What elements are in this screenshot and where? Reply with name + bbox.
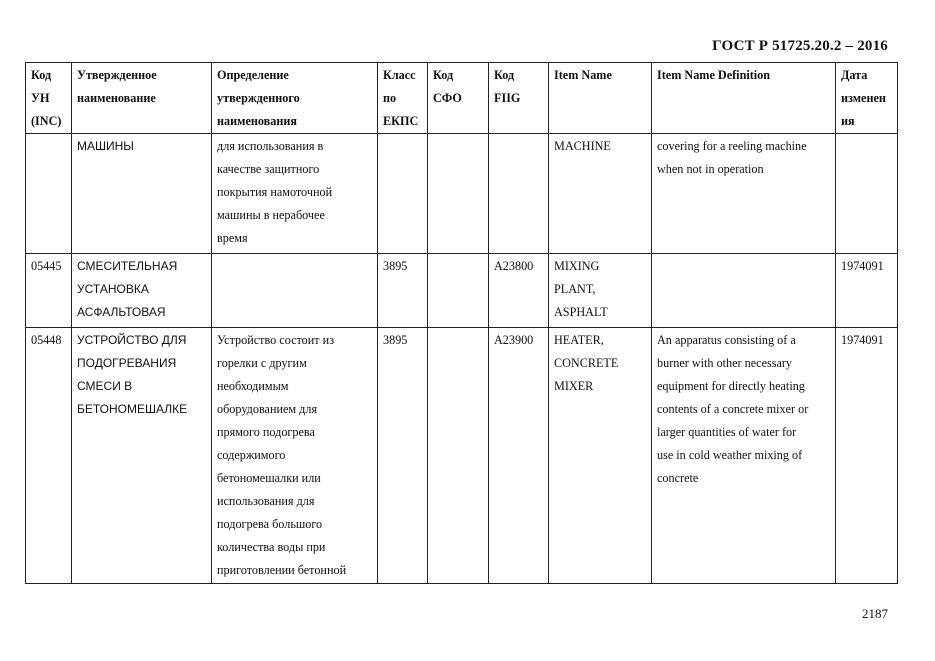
cell-line: MIXER: [554, 379, 594, 393]
item-name-cell: [549, 134, 652, 254]
column-header-line: наименование: [77, 91, 156, 105]
fiig-code-cell: [489, 134, 549, 254]
cell-line: использования для: [217, 494, 315, 508]
table-header-row: [26, 63, 898, 134]
cell-line: when not in operation: [657, 162, 764, 176]
cell-value: 1974091: [841, 259, 884, 273]
column-header: [489, 63, 549, 134]
cell-line: СМЕСИ В: [77, 379, 133, 393]
cell-line: covering for a reeling machine: [657, 139, 807, 153]
cell-line: АСФАЛЬТОВАЯ: [77, 305, 166, 319]
column-header: [72, 63, 212, 134]
cell-value: A23800: [494, 259, 534, 273]
approved-name-cell: [72, 134, 212, 254]
cell-line: СМЕСИТЕЛЬНАЯ: [77, 259, 178, 273]
column-header-line: ЕКПС: [383, 114, 419, 128]
column-header-line: по: [383, 91, 397, 105]
cell-line: приготовлении бетонной: [217, 563, 347, 577]
table-body: [26, 134, 898, 584]
column-header: [428, 63, 489, 134]
column-header-line: СФО: [433, 91, 462, 105]
column-header-line: Код: [433, 68, 454, 82]
definition-cell: [212, 328, 378, 584]
cell-line: HEATER,: [554, 333, 604, 347]
column-header-line: Item Name: [554, 68, 612, 82]
cell-line: MIXING: [554, 259, 600, 273]
column-header-line: FIIG: [494, 91, 521, 105]
cell-line: бетономешалки или: [217, 471, 321, 485]
column-header: [378, 63, 428, 134]
cell-line: БЕТОНОМЕШАЛКЕ: [77, 402, 188, 416]
column-header-line: Определение: [217, 68, 289, 82]
item-name-definition-cell: [652, 328, 836, 584]
column-header-line: Item Name Definition: [657, 68, 771, 82]
table-row: [26, 254, 898, 328]
item-name-cell: [549, 254, 652, 328]
column-header: [212, 63, 378, 134]
cell-line: equipment for directly heating: [657, 379, 805, 393]
column-header-line: Код: [31, 68, 52, 82]
column-header: [26, 63, 72, 134]
fiig-code-cell: [489, 328, 549, 584]
sfo-code-cell: [428, 328, 489, 584]
cell-line: CONCRETE: [554, 356, 619, 370]
column-header-line: изменен: [841, 91, 886, 105]
cell-line: прямого подогрева: [217, 425, 315, 439]
cell-line: larger quantities of water for: [657, 425, 797, 439]
change-date-cell: [836, 134, 898, 254]
column-header: [652, 63, 836, 134]
cell-line: PLANT,: [554, 282, 596, 296]
cell-line: покрытия намоточной: [217, 185, 333, 199]
inc-code-cell: [26, 254, 72, 328]
item-name-cell: [549, 328, 652, 584]
column-header-line: Утвержденное: [77, 68, 157, 82]
approved-name-cell: [72, 328, 212, 584]
ekps-class-cell: [378, 328, 428, 584]
cell-line: машины в нерабочее: [217, 208, 325, 222]
column-header-line: Класс: [383, 68, 416, 82]
cell-line: burner with other necessary: [657, 356, 793, 370]
page-number: 2187: [862, 606, 888, 621]
cell-line: МАШИНЫ: [77, 139, 134, 153]
cell-line: для использования в: [217, 139, 324, 153]
table-row: [26, 134, 898, 254]
cell-line: УСТРОЙСТВО ДЛЯ: [77, 333, 187, 347]
definition-cell: [212, 134, 378, 254]
cell-value: 3895: [383, 333, 408, 347]
inc-code-cell: [26, 328, 72, 584]
column-header-line: утвержденного: [217, 91, 300, 105]
cell-line: contents of a concrete mixer or: [657, 402, 809, 416]
fiig-code-cell: [489, 254, 549, 328]
cell-line: необходимым: [217, 379, 289, 393]
column-header-line: (INC): [31, 114, 62, 128]
cell-line: количества воды при: [217, 540, 326, 554]
cell-value: 05448: [31, 333, 62, 347]
ekps-class-cell: [378, 254, 428, 328]
cell-line: УСТАНОВКА: [77, 282, 149, 296]
document-header: ГОСТ Р 51725.20.2 – 2016: [712, 38, 888, 54]
item-name-definition-cell: [652, 254, 836, 328]
cell-line: ПОДОГРЕВАНИЯ: [77, 356, 177, 370]
cell-line: ASPHALT: [554, 305, 608, 319]
cell-value: 1974091: [841, 333, 884, 347]
approved-name-cell: [72, 254, 212, 328]
column-header-line: Код: [494, 68, 515, 82]
cell-line: Устройство состоит из: [217, 333, 335, 347]
cell-value: 05445: [31, 259, 62, 273]
table-row: [26, 328, 898, 584]
definition-cell: [212, 254, 378, 328]
cell-line: содержимого: [217, 448, 286, 462]
column-header: [549, 63, 652, 134]
sfo-code-cell: [428, 134, 489, 254]
change-date-cell: [836, 254, 898, 328]
sfo-code-cell: [428, 254, 489, 328]
item-name-definition-cell: [652, 134, 836, 254]
inc-code-cell: [26, 134, 72, 254]
ekps-class-cell: [378, 134, 428, 254]
column-header-line: ия: [841, 114, 855, 128]
cell-line: время: [217, 231, 248, 245]
cell-line: качестве защитного: [217, 162, 320, 176]
cell-line: MACHINE: [554, 139, 611, 153]
cell-line: concrete: [657, 471, 699, 485]
cell-line: An apparatus consisting of a: [657, 333, 796, 347]
cell-line: горелки с другим: [217, 356, 307, 370]
cell-line: use in cold weather mixing of: [657, 448, 803, 462]
column-header: [836, 63, 898, 134]
nomenclature-table: [25, 62, 898, 584]
column-header-line: наименования: [217, 114, 297, 128]
column-header-line: Дата: [841, 68, 868, 82]
cell-line: подогрева большого: [217, 517, 323, 531]
cell-value: 3895: [383, 259, 408, 273]
cell-value: A23900: [494, 333, 534, 347]
cell-line: оборудованием для: [217, 402, 318, 416]
change-date-cell: [836, 328, 898, 584]
column-header-line: УН: [31, 91, 50, 105]
